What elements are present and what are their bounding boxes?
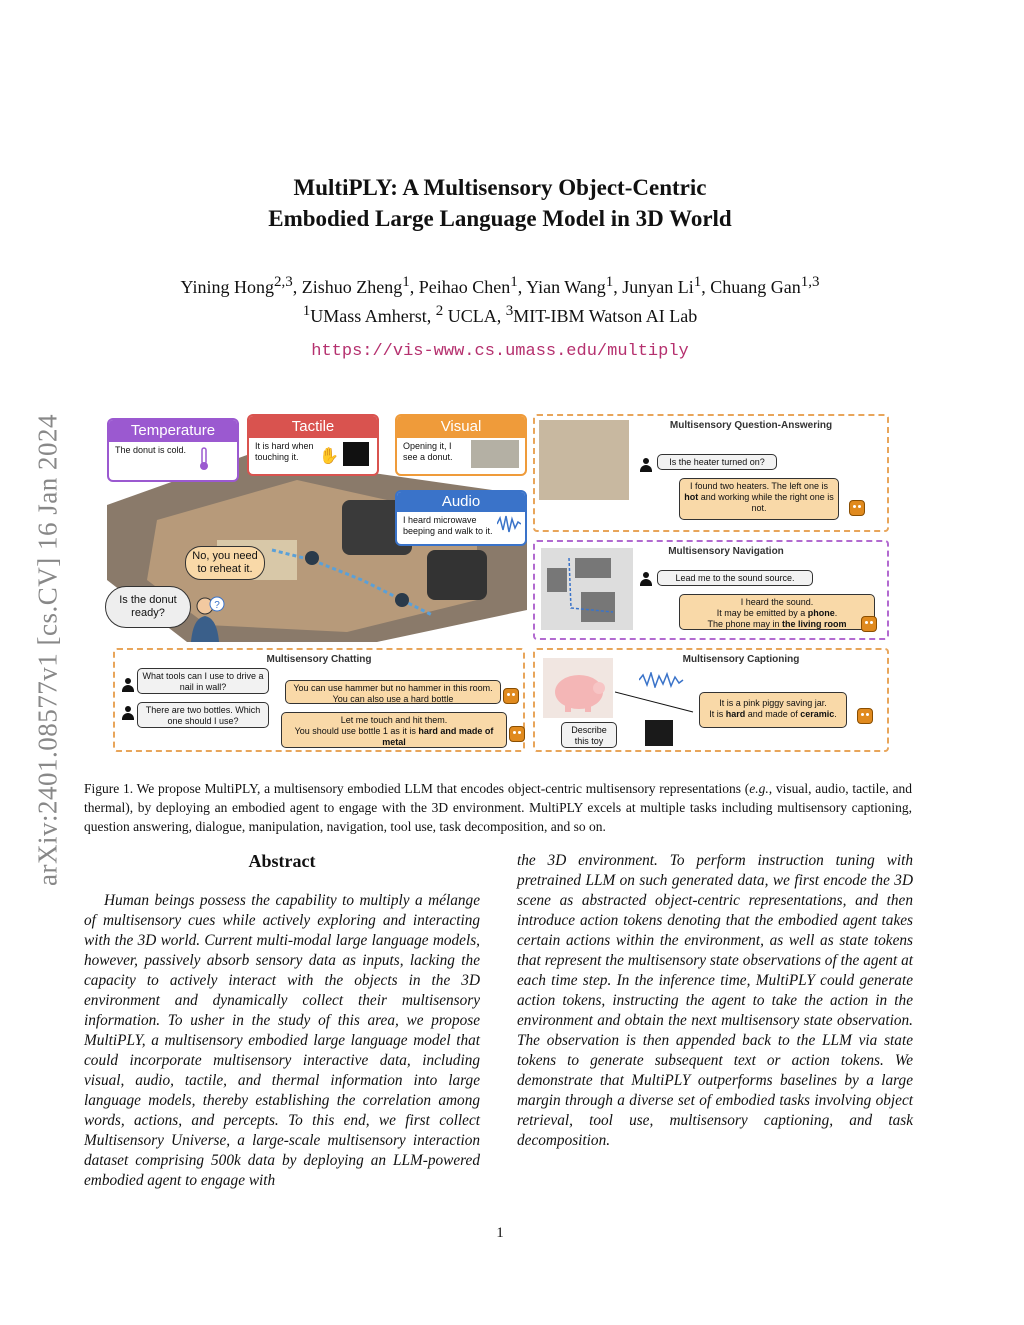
armchair-shape <box>427 550 487 600</box>
agent-marker <box>395 593 409 607</box>
chat-user-bubble-2: There are two bottles. Which one should I use? <box>137 702 269 728</box>
qa-bot-bubble <box>679 478 839 520</box>
author-name: Yining Hong <box>180 277 274 297</box>
visual-label: Visual <box>397 416 525 438</box>
caption-bot-line <box>704 709 842 720</box>
robot-icon <box>849 500 865 516</box>
paper-title <box>150 172 850 234</box>
tactile-sensor-image <box>645 720 673 746</box>
nav-bot-line <box>684 619 870 630</box>
chatting-panel <box>113 648 525 752</box>
affil-name: UCLA, <box>443 306 506 326</box>
waveform-icon <box>497 514 521 534</box>
piggy-bank-image <box>543 658 613 718</box>
figure-1 <box>97 410 893 758</box>
page-number: 1 <box>496 1225 504 1241</box>
qa-user-bubble: Is the heater turned on? <box>657 454 777 470</box>
temperature-label: Temperature <box>109 420 237 442</box>
title-line-1: MultiPLY: A Multisensory Object-Centric <box>293 175 707 200</box>
arxiv-side-stamp <box>28 360 68 940</box>
figure-caption <box>84 779 912 836</box>
robot-icon <box>503 688 519 704</box>
qa-panel <box>533 414 889 532</box>
affil-name: UMass Amherst, <box>310 306 436 326</box>
chat-bot-text: You should use bottle 1 as it is <box>294 726 419 736</box>
nav-bot-bold: phone <box>807 608 835 618</box>
caption-eg: e.g., <box>749 781 773 796</box>
scene-question-bubble: Is the donut ready? <box>105 586 191 628</box>
nav-bot-line <box>684 608 870 619</box>
caption-bot-text: and made of <box>745 709 801 719</box>
author-block <box>120 270 880 328</box>
nav-user-bubble: Lead me to the sound source. <box>657 570 813 586</box>
affil-sup: 1 <box>302 303 311 319</box>
navigation-panel <box>533 540 889 640</box>
caption-bot-line: It is a pink piggy saving jar. <box>719 698 827 708</box>
user-icon <box>639 458 653 472</box>
author-name: , Zishuo Zheng <box>292 277 403 297</box>
title-line-2: Embodied Large Language Model in 3D World <box>268 206 732 231</box>
author-name: , Junyan Li <box>613 277 694 297</box>
nav-bot-bubble <box>679 594 875 630</box>
temperature-card <box>107 418 239 482</box>
tactile-label: Tactile <box>249 416 377 438</box>
author-affil-sup: 1 <box>693 274 702 290</box>
nav-bot-text: . <box>834 608 838 618</box>
connector-lines <box>615 680 695 720</box>
chat-user-bubble-1: What tools can I use to drive a nail in wall? <box>137 668 269 694</box>
agent-marker <box>305 551 319 565</box>
author-affil-sup: 1 <box>402 274 410 290</box>
project-url-link[interactable]: https://vis-www.cs.umass.edu/multiply <box>311 342 689 361</box>
captioning-title: Multisensory Captioning <box>682 654 800 665</box>
qa-title: Multisensory Question-Answering <box>669 420 833 431</box>
hand-icon: ✋ <box>319 448 339 465</box>
affiliations <box>120 299 880 328</box>
caption-bot-text: It is <box>709 709 726 719</box>
tactile-text: It is hard when touching it. <box>255 441 314 462</box>
chat-bot-bubble-1: You can use hammer but no hammer in this room. You can also use a hard bottle <box>285 680 501 704</box>
author-name: , Peihao Chen <box>409 277 511 297</box>
author-affil-sup: 1 <box>605 274 614 290</box>
caption-bot-bold: hard <box>725 709 746 719</box>
robot-icon <box>509 726 525 742</box>
qa-bot-text: I found two heaters. The left one is <box>690 481 828 491</box>
caption-bot-text: . <box>834 709 837 719</box>
abstract-right-column: the 3D environment. To perform instruction tuning with pretrained LLM on such generated data, we first encode the 3D scene as abstracted object-centric representations, and then introduce action tokens denoting that the embodied agent takes certain actions within the environment, as well as state tokens that represent the multisensory state observations of the agent at each time step. In the inference time, MultiPLY could generate action tokens, instructing the agent to take the action in the environment and obtain the next multisensory state observation. The observation is then appended back to the LLM via state tokens to generate subsequent text or action tokens. We demonstrate that MultiPLY outperforms baselines by a large margin through a diverse set of embodied tasks involving object retrieval, tool use, multisensory captioning, and task decomposition. <box>517 852 913 1149</box>
captioning-panel <box>533 648 889 752</box>
nav-bot-text: It may be emitted by a <box>716 608 808 618</box>
caption-text: visual, audio, tactile, and thermal), by deploying an embodied agent to engage with the 3D environment. MultiPLY excels at multiple tasks including multisensory captioning, question answering, dialogue, manipulation, navigation, tool use, task decomposition, and so on. <box>84 781 912 834</box>
caption-bot-bubble <box>699 692 847 728</box>
audio-label: Audio <box>397 492 525 512</box>
chat-bot-bubble-2 <box>281 712 507 748</box>
chat-bot-line: Let me touch and hit them. <box>340 715 448 725</box>
user-icon <box>121 706 135 720</box>
abstract-left-column: Human beings possess the capability to multiply a mélange of multisensory cues while actively exploring and interacting with the 3D world. Current multi-modal large language models, however, passively absorb sensory data as inputs, lacking the capacity to actively interact with the objects in the 3D environment and dynamically collect their multisensory information. To usher in the study of this area, we propose MultiPLY, a multisensory embodied large language model that could incorporate multisensory interactive data, including visual, audio, tactile, and thermal information into large language models, thereby establishing the correlation among words, actions, and percepts. To this end, we first collect Multisensory Universe, a large-scale multisensory interaction dataset comprising 500k data by deploying an LLM-powered embodied agent to engage with <box>84 892 480 1189</box>
author-names <box>120 270 880 299</box>
svg-text:?: ? <box>214 600 220 611</box>
abstract-heading: Abstract <box>248 851 316 871</box>
affil-sup: 3 <box>505 303 514 319</box>
tactile-sensor-image <box>343 442 369 466</box>
author-affil-sup: 1 <box>510 274 518 290</box>
microwave-image <box>471 440 519 468</box>
audio-text: I heard microwave beeping and walk to it. <box>403 515 493 536</box>
robot-icon <box>857 708 873 724</box>
chatting-title: Multisensory Chatting <box>266 654 372 665</box>
person-icon <box>189 596 225 642</box>
user-icon <box>639 572 653 586</box>
author-name: , Yian Wang <box>517 277 606 297</box>
chat-bot-line <box>286 726 502 748</box>
author-affil-sup: 1,3 <box>800 274 820 290</box>
nav-bot-line: I heard the sound. <box>740 597 814 607</box>
caption-user-bubble: Describe this toy <box>561 722 617 748</box>
affil-sup: 2 <box>435 303 444 319</box>
navigation-title: Multisensory Navigation <box>668 546 784 557</box>
nav-bot-bold: the living room <box>782 619 847 629</box>
bedroom-image <box>539 420 629 500</box>
thermometer-icon <box>197 446 211 472</box>
caption-bot-bold: ceramic <box>800 709 835 719</box>
affil-name: MIT-IBM Watson AI Lab <box>513 306 698 326</box>
floor-map <box>541 548 633 630</box>
temperature-text: The donut is cold. <box>115 445 187 455</box>
qa-bot-text: and working while the right one is not. <box>698 492 834 513</box>
nav-bot-text: The phone may in <box>707 619 783 629</box>
author-name: , Chuang Gan <box>701 277 801 297</box>
qa-bot-bold: hot <box>684 492 699 502</box>
arxiv-identifier: arXiv:2401.08577v1 [cs.CV] 16 Jan 2024 <box>32 414 63 886</box>
visual-text: Opening it, I see a donut. <box>403 441 453 462</box>
author-affil-sup: 2,3 <box>273 274 293 290</box>
user-icon <box>121 678 135 692</box>
robot-icon <box>861 616 877 632</box>
scene-reply-bubble: No, you need to reheat it. <box>185 546 265 580</box>
caption-text: Figure 1. We propose MultiPLY, a multisensory embodied LLM that encodes object-centric multisensory representations ( <box>84 781 750 796</box>
chat-bot-bold: hard and made of metal <box>382 726 494 747</box>
